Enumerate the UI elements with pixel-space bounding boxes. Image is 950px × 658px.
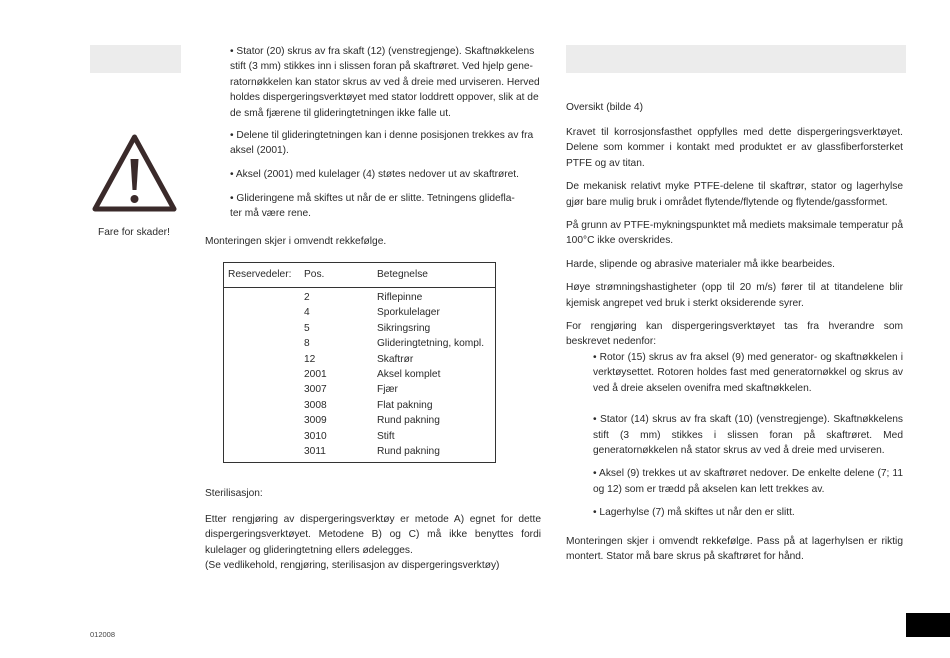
name-cell: Riflepinne bbox=[377, 292, 423, 303]
table-row bbox=[224, 429, 495, 444]
name-cell: Aksel komplet bbox=[377, 369, 441, 380]
pos-cell: 3007 bbox=[304, 384, 327, 396]
table-row bbox=[224, 290, 495, 305]
paragraph: Harde, slipende og abrasive materialer må ikke bearbeides. bbox=[566, 258, 835, 270]
table-row bbox=[224, 382, 495, 397]
overview-heading: Oversikt (bilde 4) bbox=[566, 102, 643, 113]
table-row bbox=[224, 444, 495, 459]
table-row bbox=[224, 321, 495, 336]
name-cell: Flat pakning bbox=[377, 399, 433, 411]
bullet-line: stift (3 mm) stikkes inn i slissen foran på skaftrøret. Ved hjelp gene- bbox=[230, 61, 533, 73]
pos-cell: 12 bbox=[304, 353, 316, 365]
table-row bbox=[224, 352, 495, 367]
table-row bbox=[224, 336, 495, 351]
closing-text bbox=[566, 534, 903, 565]
name-cell: Stift bbox=[377, 430, 395, 442]
header-pos: Pos. bbox=[304, 269, 325, 280]
paragraph: På grunn av PTFE-mykningspunktet må mediets maksimale temperatur på 100°C ikke overskrides. bbox=[566, 220, 903, 247]
left-bullet-2 bbox=[230, 128, 541, 159]
sterilisation-block bbox=[205, 512, 541, 574]
bullet-line: de små fjærene til glideringtetningen ikke falle ut. bbox=[230, 107, 451, 119]
left-bullet-3 bbox=[230, 167, 541, 182]
sterilisation-reference: (Se vedlikehold, rengjøring, sterilisasjon av dispergeringsverktøy) bbox=[205, 560, 500, 572]
name-cell: Fjær bbox=[377, 384, 398, 396]
left-bullet-1 bbox=[230, 44, 541, 121]
bullet-line: • Glideringene må skiftes ut når de er slitte. Tetningens glidefla- bbox=[230, 193, 515, 204]
bullet-line: • Stator (20) skrus av fra skaft (12) (venstregjenge). Skaftnøkkelens bbox=[230, 46, 535, 57]
bullet-line: aksel (2001). bbox=[230, 145, 289, 157]
right-paragraphs bbox=[566, 125, 903, 350]
pos-cell: 4 bbox=[304, 307, 310, 319]
header-reservedeler: Reservedeler: bbox=[228, 269, 292, 280]
pos-cell: 3011 bbox=[304, 446, 326, 457]
name-cell: Glideringtetning, kompl. bbox=[377, 338, 485, 350]
parts-table-divider bbox=[224, 287, 495, 288]
paragraph: De mekanisk relativt myke PTFE-delene til skaftrør, stator og lagerhylse gjør bare mulig bruk i området flytende/flytende og flytende/gassformet. bbox=[566, 181, 903, 208]
paragraph: Kravet til korrosjonsfasthet oppfylles med dette dispergeringsverktøyet. Delene som kommer i kontakt med produktet er av glassfiberforsterket PTFE og av titan. bbox=[566, 127, 903, 169]
pos-cell: 5 bbox=[304, 322, 310, 334]
bullet-line: • Aksel (2001) med kulelager (4) støtes nedover ut av skaftrøret. bbox=[230, 169, 519, 180]
name-cell: Sikringsring bbox=[377, 322, 431, 334]
sterilisation-heading: Sterilisasjon: bbox=[205, 488, 263, 499]
right-bullet: • Lagerhylse (7) må skiftes ut når den er slitt. bbox=[593, 507, 795, 519]
right-bullet: • Aksel (9) trekkes ut av skaftrøret nedover. De enkelte delene (7; 11 og 12) som er trædd på akselen kan lett trekkes av. bbox=[593, 468, 903, 495]
parts-table bbox=[223, 262, 496, 463]
page-tab-marker bbox=[906, 613, 950, 637]
right-bullet: • Rotor (15) skrus av fra aksel (9) med generator- og skaftnøkkelen i verktøysettet. Rotoren holdes fast med generatornøkkel og skrus av ved å dreie akselen ovenifra med skaftnøkkelen. bbox=[593, 352, 903, 394]
paragraph: Høye strømningshastigheter (opp til 20 m/s) fører til at titandelene blir kjemisk angrepet ved bruk i sterkt oksiderende syrer. bbox=[566, 282, 903, 309]
table-row bbox=[224, 305, 495, 320]
paragraph: For rengjøring kan dispergeringsverktøyet tas fra hverandre som beskrevet nedenfor: bbox=[566, 321, 903, 348]
bullet-line: ratornøkkelen kan stator skrus av ved å dreie med urviseren. Herved bbox=[230, 76, 540, 88]
footer-code: 012008 bbox=[90, 630, 116, 639]
pos-cell: 2001 bbox=[304, 369, 327, 380]
table-row bbox=[224, 398, 495, 413]
pos-cell: 3010 bbox=[304, 430, 327, 442]
sterilisation-text: Etter rengjøring av dispergeringsverktøy er metode A) egnet for dette dispergeringsverktøyet. Metodene B) og C) må ikke benyttes fordi kulelager og glideringtetning ellers ødelegges. bbox=[205, 514, 541, 556]
name-cell: Sporkulelager bbox=[377, 307, 440, 319]
bullet-line: holdes dispergeringsverktøyet med stator loddrett oppover, slik at de bbox=[230, 92, 539, 104]
bullet-line: ter må være rene. bbox=[230, 208, 311, 220]
table-row bbox=[224, 413, 495, 428]
assembly-note: Monteringen skjer i omvendt rekkefølge. bbox=[205, 236, 387, 247]
table-row bbox=[224, 367, 495, 382]
warning-triangle-icon bbox=[91, 133, 178, 214]
warning-caption: Fare for skader! bbox=[98, 227, 170, 238]
left-bullet-4 bbox=[230, 191, 541, 222]
right-header-bar bbox=[566, 45, 906, 73]
bullet-line: • Delene til glideringtetningen kan i denne posisjonen trekkes av fra bbox=[230, 130, 534, 141]
pos-cell: 8 bbox=[304, 338, 310, 350]
right-bullets bbox=[593, 350, 903, 521]
left-header-bar bbox=[90, 45, 181, 73]
left-bullets bbox=[230, 44, 541, 121]
pos-cell: 3009 bbox=[304, 415, 327, 427]
header-betegnelse: Betegnelse bbox=[377, 269, 428, 280]
name-cell: Skaftrør bbox=[377, 353, 414, 365]
name-cell: Rund pakning bbox=[377, 446, 440, 457]
parts-table-header bbox=[224, 267, 495, 282]
closing-paragraph: Monteringen skjer i omvendt rekkefølge. Pass på at lagerhylsen er riktig montert. Stator må bare skrus på skaftrøret for hånd. bbox=[566, 536, 903, 563]
name-cell: Rund pakning bbox=[377, 415, 440, 427]
right-bullet: • Stator (14) skrus av fra skaft (10) (venstregjenge). Skaftnøkkelens stift (3 mm) stikkes i slissen foran på skaftrøret. Med generatornøkkelen nå stator skrus av ved å dreie med urviseren. bbox=[593, 414, 903, 457]
pos-cell: 2 bbox=[304, 292, 310, 303]
pos-cell: 3008 bbox=[304, 399, 327, 411]
